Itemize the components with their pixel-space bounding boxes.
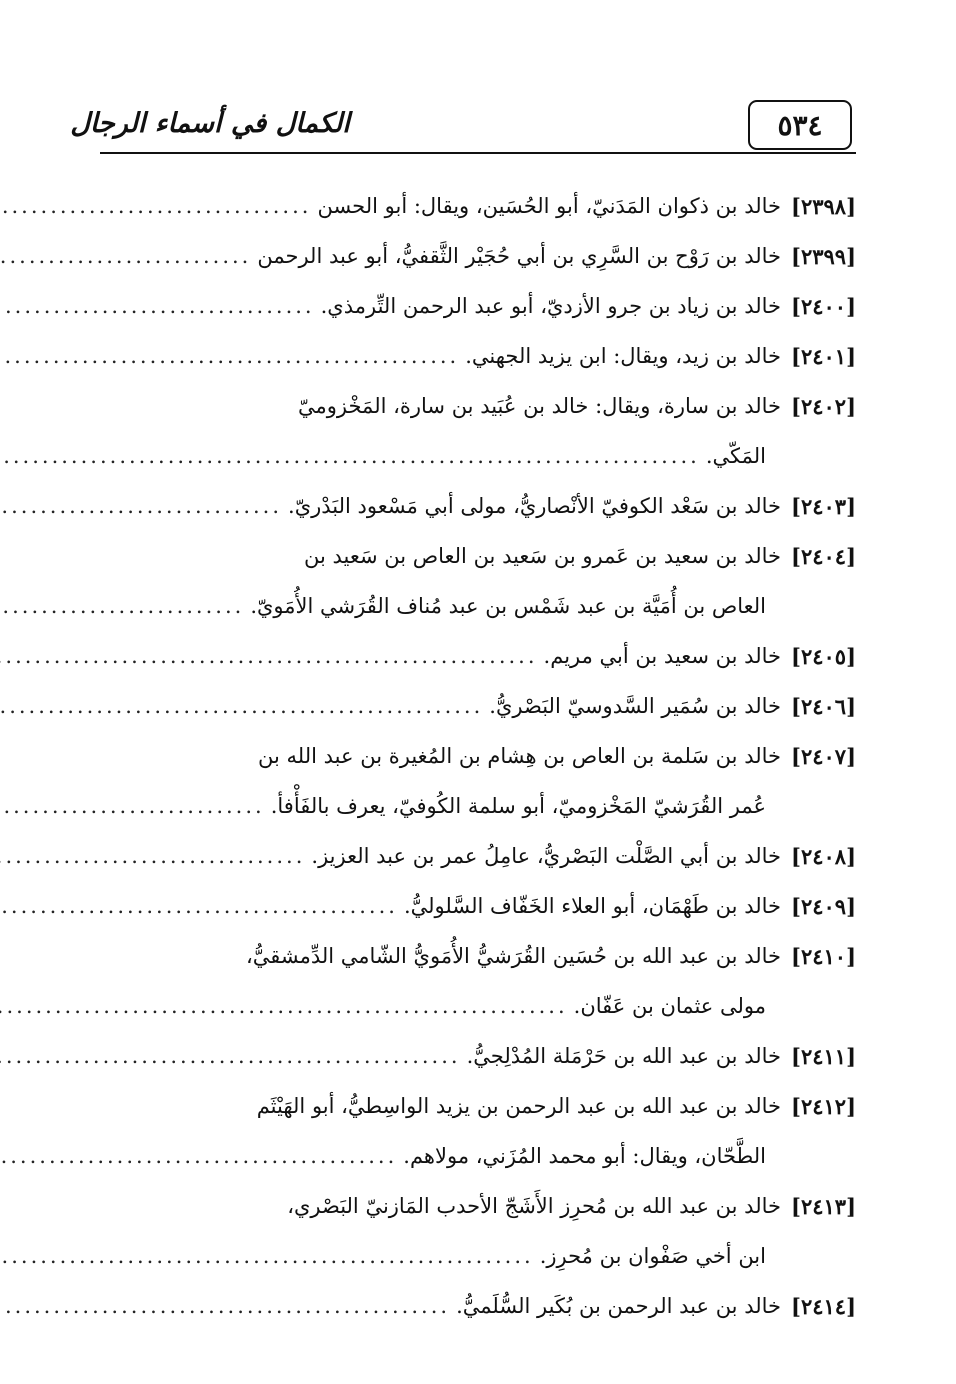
entry-number: [٢٤١٢] — [791, 1093, 856, 1119]
entry-number: [٢٤١٤] — [791, 1293, 856, 1319]
toc-entry-line — [100, 731, 856, 781]
toc-entry-line — [100, 981, 856, 1031]
entry-text: المَكّي. — [705, 444, 766, 468]
entry-number: [٢٣٩٨] — [791, 193, 856, 219]
toc-entry-line — [100, 431, 856, 481]
dot-leader — [0, 1044, 461, 1068]
entry-text: خالد بن عبد الله بن عبد الرحمن بن يزيد الواسِطيُّ، أبو الهَيْثَم — [256, 1094, 781, 1118]
dot-leader — [0, 794, 265, 818]
dot-leader — [0, 844, 305, 868]
entry-number: [٢٤٠٧] — [791, 743, 856, 769]
entry-number: [٢٤٠٨] — [791, 843, 856, 869]
entry-number: [٢٣٩٩] — [791, 243, 856, 269]
toc-entry-line — [100, 331, 856, 381]
entry-number: [٢٤٠٩] — [791, 893, 856, 919]
toc-entry-line — [100, 1081, 856, 1131]
toc-entry-line — [100, 931, 856, 981]
toc-entry-line — [100, 231, 856, 281]
toc-entry-line — [100, 1231, 856, 1281]
entry-number: [٢٤٠٢] — [791, 393, 856, 419]
toc-entry-line — [100, 781, 856, 831]
toc-entry-line — [100, 281, 856, 331]
page-number-box — [748, 100, 852, 150]
entry-text: خالد بن ذكوان المَدَنيّ، أبو الحُسَين، ويقال: أبو الحسن — [317, 194, 781, 218]
entry-text: الطَّحّان، ويقال: أبو محمد المُزَني، مولاهم. — [403, 1144, 766, 1168]
page-header — [70, 92, 856, 154]
entry-text: خالد بن عبد الله بن مُحرِز الأَشَجّ الأحدب المَازنيّ البَصْري، — [287, 1194, 781, 1218]
dot-leader — [0, 444, 700, 468]
dot-leader — [0, 594, 244, 618]
entry-text: خالد بن رَوْح بن السَّرِي بن أبي حُجَيْر الثَّقفيُّ، أبو عبد الرحمن — [257, 244, 781, 268]
entry-text: خالد بن عبد الله بن حُسَين القُرَشيُّ الأُمَويُّ الشّامي الدِّمشقيُّ، — [245, 944, 781, 968]
entry-text: العاص بن أُمَيَّة بن عبد شَمْس بن عبد مُناف القُرَشي الأُمَويّ. — [250, 594, 766, 618]
dot-leader — [0, 494, 282, 518]
dot-leader — [0, 344, 459, 368]
entry-number: [٢٤٠١] — [791, 343, 856, 369]
dot-leader — [0, 644, 538, 668]
dot-leader — [0, 294, 315, 318]
entry-number: [٢٤١٣] — [791, 1193, 856, 1219]
entry-number: [٢٤١٠] — [791, 943, 856, 969]
toc-entry-line — [100, 1281, 856, 1331]
dot-leader — [0, 694, 483, 718]
dot-leader — [0, 1144, 397, 1168]
entry-text: خالد بن زيد، ويقال: ابن يزيد الجهني. — [465, 344, 781, 368]
entry-number: [٢٤٠٥] — [791, 643, 856, 669]
toc-entry-line — [100, 381, 856, 431]
page-number: ٥٣٤ — [777, 108, 823, 142]
toc-entry-line — [100, 1131, 856, 1181]
entry-text: خالد بن سعيد بن أبي مريم. — [543, 644, 781, 668]
entry-text: خالد بن أبي الصَّلْت البَصْريُّ، عامِلُ عمر بن عبد العزيز. — [311, 844, 781, 868]
table-of-contents — [100, 181, 856, 1331]
toc-entry-line — [100, 681, 856, 731]
entry-text: خالد بن زياد بن جرو الأزديّ، أبو عبد الرحمن التِّرمذي. — [320, 294, 781, 318]
entry-number: [٢٤٠٣] — [791, 493, 856, 519]
book-title: الكمال في أسماء الرجال — [70, 107, 350, 139]
entry-number: [٢٤٠٠] — [791, 293, 856, 319]
toc-entry-line — [100, 1181, 856, 1231]
entry-text: مولى عثمان بن عَفّان. — [573, 994, 766, 1018]
dot-leader — [0, 244, 251, 268]
entry-text: خالد بن طَهْمَان، أبو العلاء الخَفّاف السَّلوليُّ. — [403, 894, 781, 918]
toc-entry-line — [100, 531, 856, 581]
entry-text: خالد بن عبد الله بن حَرْمَلة المُدْلِجيُّ. — [466, 1044, 781, 1068]
toc-entry-line — [100, 181, 856, 231]
dot-leader — [0, 894, 398, 918]
entry-text: خالد بن سُمَير السَّدوسيّ البَصْريُّ. — [489, 694, 781, 718]
toc-entry-line — [100, 481, 856, 531]
toc-entry-line — [100, 881, 856, 931]
entry-text: عُمر القُرَشيّ المَخْزوميّ، أبو سلمة الكُوفيّ، يعرف بالفَأْفأ. — [270, 794, 766, 818]
entry-text: خالد بن سارة، ويقال: خالد بن عُبَيد بن سارة، المَخْزوميّ — [298, 394, 781, 418]
header-rule — [100, 152, 856, 154]
entry-text: خالد بن سَعْد الكوفيّ الأنْصاريُّ، مولى أبي مَسْعود البَدْريّ. — [288, 494, 781, 518]
book-title-calligraphy — [70, 98, 350, 148]
toc-entry-line — [100, 1031, 856, 1081]
toc-entry-line — [100, 581, 856, 631]
entry-number: [٢٤٠٤] — [791, 543, 856, 569]
dot-leader — [0, 194, 311, 218]
dot-leader — [0, 1244, 534, 1268]
dot-leader — [0, 994, 568, 1018]
entry-text: خالد بن سَلمة بن العاص بن هِشام بن المُغيرة بن عبد الله بن — [258, 744, 781, 768]
entry-text: خالد بن عبد الرحمن بن بُكَير السُّلَميُّ. — [456, 1294, 781, 1318]
toc-entry-line — [100, 631, 856, 681]
entry-text: خالد بن سعيد بن عَمرو بن سَعيد بن العاص بن سَعيد بن — [303, 544, 781, 568]
entry-number: [٢٤٠٦] — [791, 693, 856, 719]
dot-leader — [0, 1294, 450, 1318]
entry-text: ابن أخي صَفْوان بن مُحرِز. — [539, 1244, 766, 1268]
toc-entry-line — [100, 831, 856, 881]
entry-number: [٢٤١١] — [791, 1043, 856, 1069]
